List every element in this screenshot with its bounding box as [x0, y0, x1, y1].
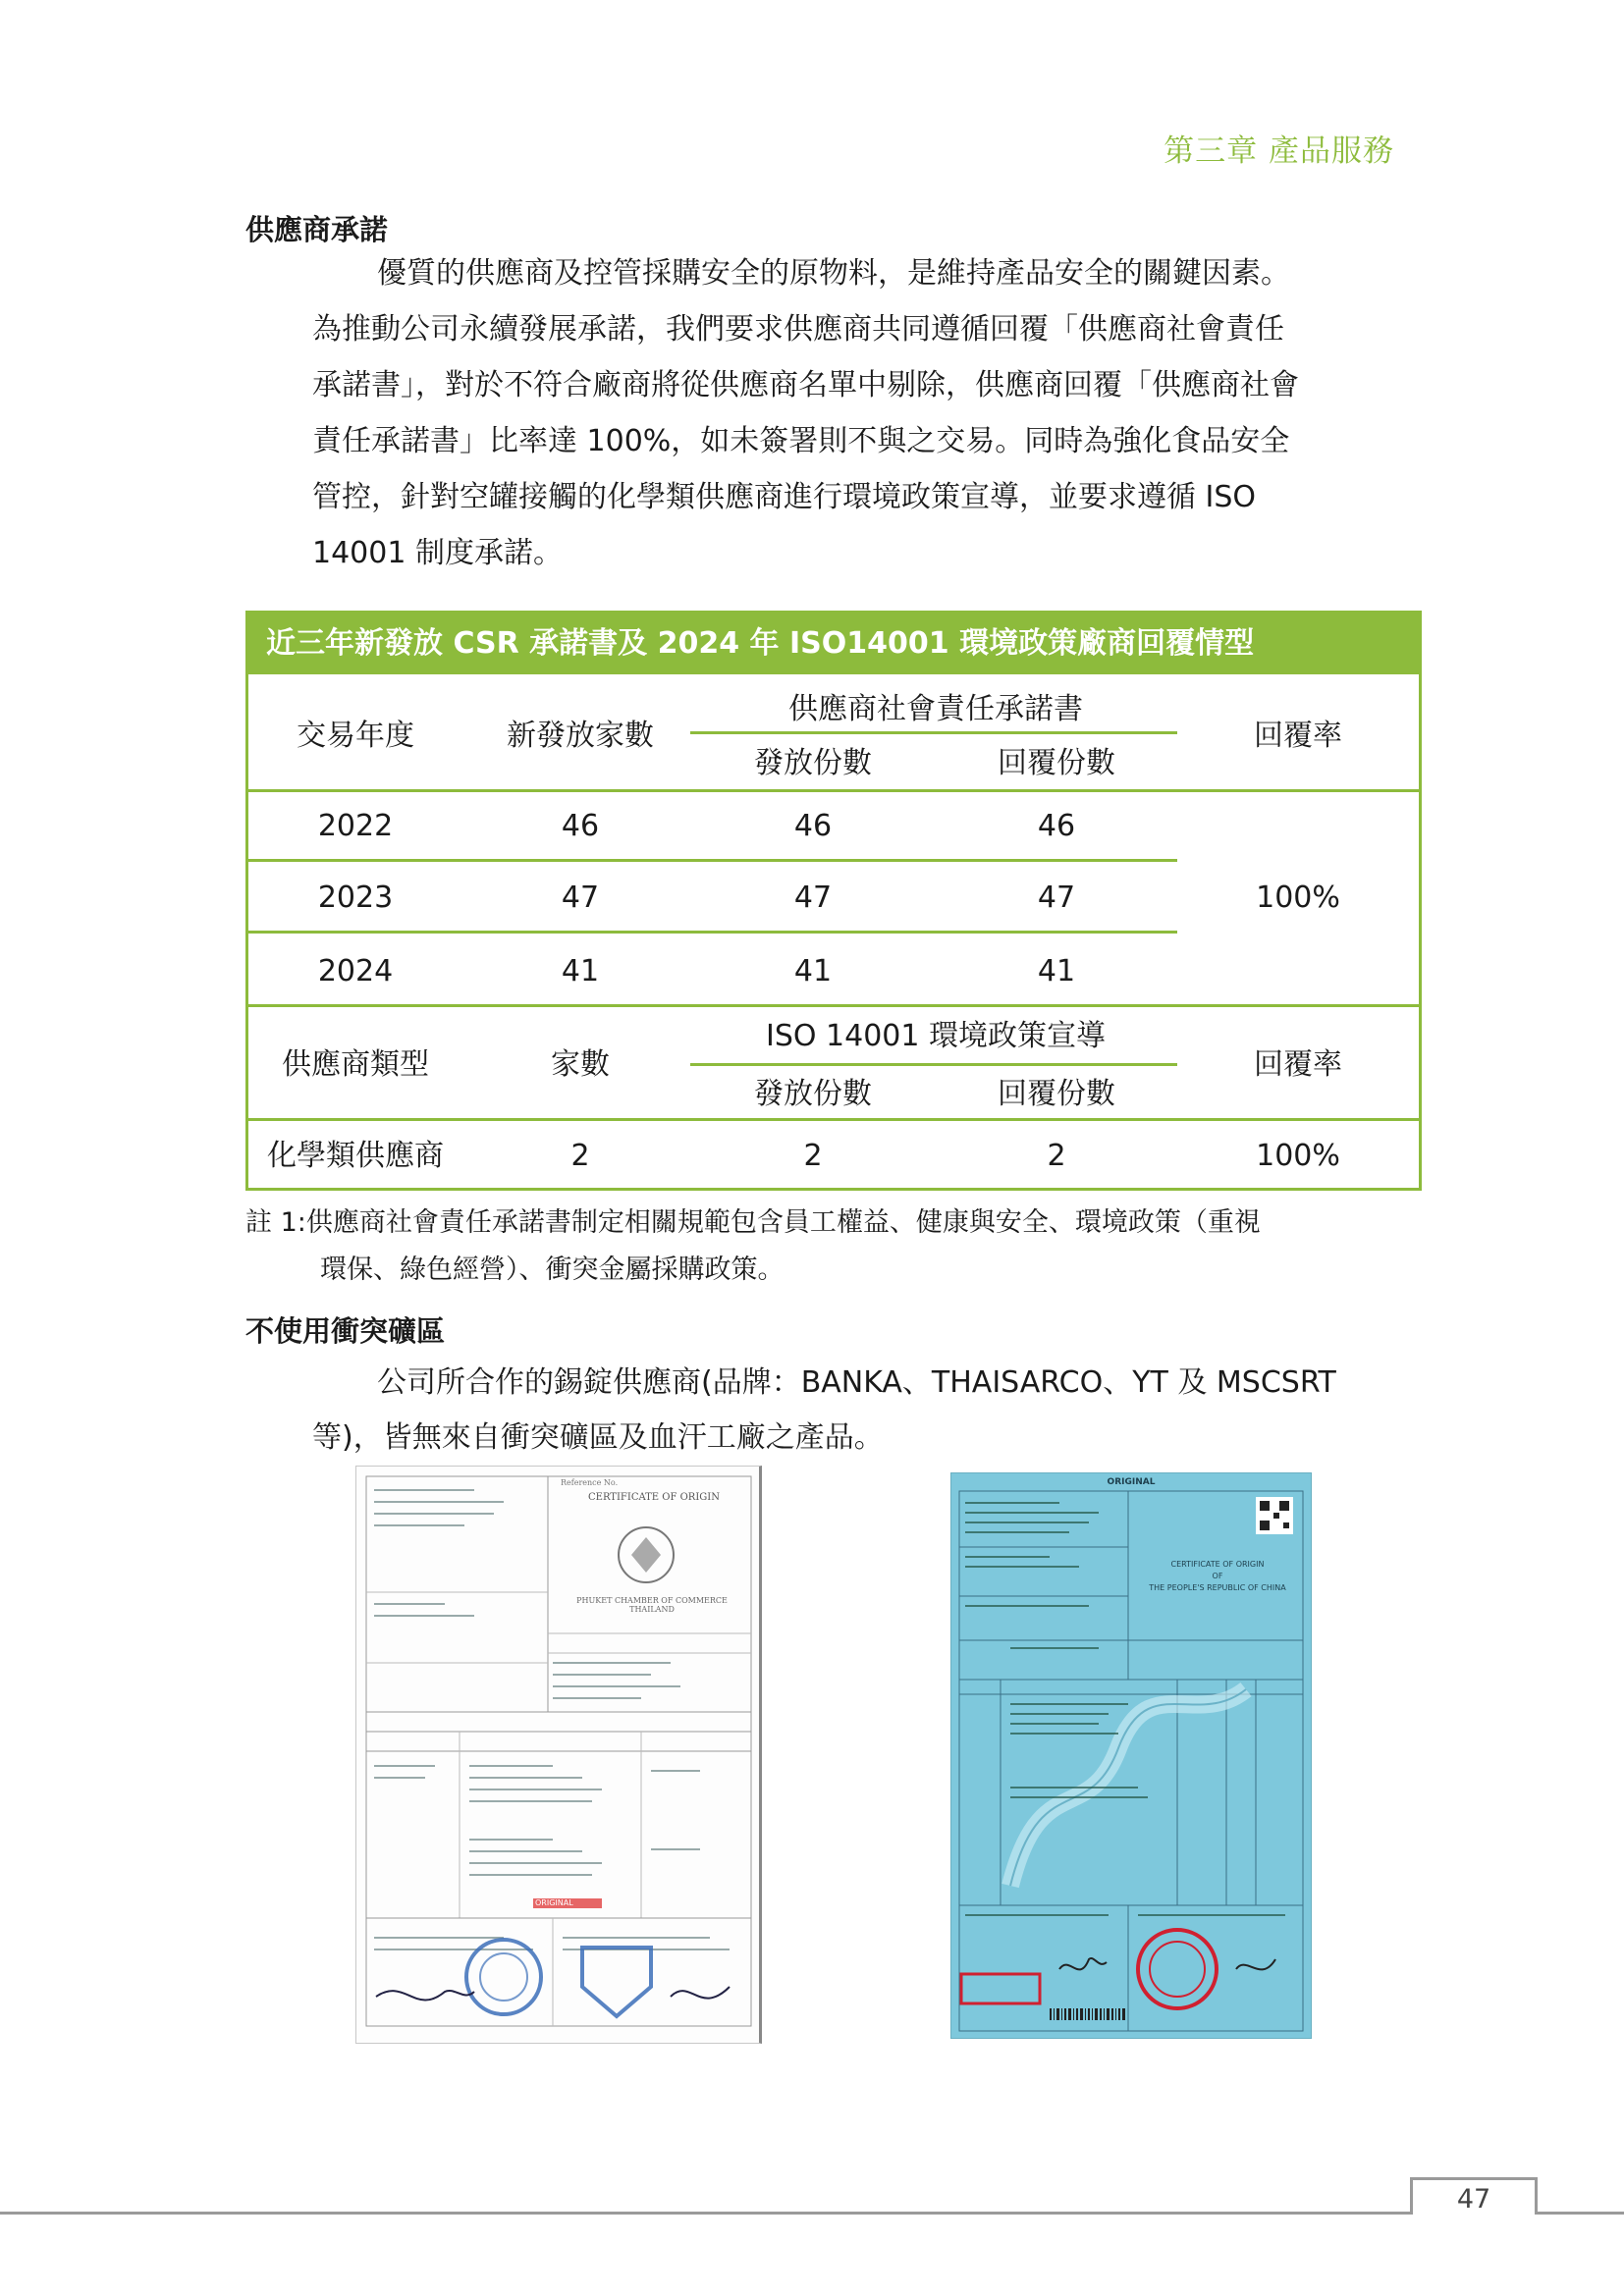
header-supplier-type: 供應商類型	[282, 1047, 429, 1082]
certificate-of-origin-thailand	[355, 1466, 762, 2044]
table-divider	[248, 1004, 1419, 1007]
header-rate: 回覆率	[1254, 1047, 1342, 1082]
table-cell-rate: 100%	[1256, 1139, 1340, 1173]
paragraph-line: 為推動公司永續發展承諾，我們要求供應商共同遵循回覆「供應商社會責任	[312, 312, 1284, 347]
footer-rule	[0, 2212, 1624, 2215]
table-footnote	[245, 1200, 1434, 1294]
table-cell-year: 2023	[317, 881, 394, 915]
table-cell-replied: 46	[1037, 809, 1076, 843]
table-cell-count: 2	[570, 1139, 590, 1173]
certificate-stamp-label: ORIGINAL	[535, 1898, 573, 1907]
paragraph-line: 承諾書」，對於不符合廠商將從供應商名單中剔除，供應商回覆「供應商社會	[312, 368, 1299, 402]
certificate-chamber: PHUKET CHAMBER OF COMMERCE THAILAND	[576, 1596, 728, 1614]
certificate-ref-label: Reference No.	[561, 1478, 619, 1487]
chapter-title: 第三章 產品服務	[1164, 133, 1394, 169]
certificate-title: CERTIFICATE OF ORIGIN	[1170, 1560, 1265, 1569]
header-count: 家數	[551, 1047, 610, 1082]
table-divider	[248, 1118, 1419, 1121]
row-divider	[248, 859, 1177, 862]
page-number: 47	[1410, 2177, 1538, 2215]
header-csr-group: 供應商社會責任承諾書	[788, 692, 1083, 726]
header-issued: 發放份數	[754, 746, 872, 780]
certificate-country: THE PEOPLE'S REPUBLIC OF CHINA	[1149, 1583, 1286, 1592]
table-cell-new-count: 41	[561, 954, 600, 988]
paragraph-line: 等)，皆無來自衝突礦區及血汗工廠之產品。	[312, 1420, 884, 1455]
header-iso-group: ISO 14001 環境政策宣導	[765, 1019, 1106, 1053]
row-divider	[248, 931, 1177, 934]
footnote-line: 環保、綠色經營）、衝突金屬採購政策。	[320, 1255, 785, 1285]
table-cell-supplier-type: 化學類供應商	[267, 1139, 444, 1173]
supplier-response-table	[245, 611, 1422, 1191]
group-divider	[690, 1063, 1177, 1066]
header-issued: 發放份數	[754, 1077, 872, 1111]
header-replied: 回覆份數	[998, 1077, 1115, 1111]
paragraph-line: 責任承諾書」比率達 100%，如未簽署則不與之交易。同時為強化食品安全	[312, 424, 1290, 458]
paragraph-line: 管控，針對空罐接觸的化學類供應商進行環境政策宣導，並要求遵循 ISO	[312, 480, 1257, 514]
certificate-form-lines	[356, 1467, 759, 2043]
section-heading-conflict-free: 不使用衝突礦區	[245, 1314, 446, 1348]
table-cell-rate: 100%	[1256, 881, 1340, 915]
table-cell-year: 2024	[317, 954, 394, 988]
section-heading-supplier-commitment: 供應商承諾	[245, 213, 389, 246]
table-cell-replied: 47	[1037, 881, 1076, 915]
header-rate: 回覆率	[1254, 719, 1342, 753]
section-paragraph-conflict-free	[312, 1361, 1392, 1461]
paragraph-line: 優質的供應商及控管採購安全的原物料，是維持產品安全的關鍵因素。	[377, 256, 1290, 291]
header-year: 交易年度	[297, 719, 414, 753]
footnote-line: 註 1:供應商社會責任承諾書制定相關規範包含員工權益、健康與安全、環境政策（重視	[245, 1207, 1261, 1238]
certificate-form-lines	[951, 1473, 1311, 2038]
table-cell-new-count: 46	[561, 809, 600, 843]
certificate-title: CERTIFICATE OF ORIGIN	[588, 1492, 720, 1503]
table-cell-replied: 2	[1047, 1139, 1066, 1173]
section-paragraph-supplier-commitment	[312, 251, 1392, 576]
table-cell-replied: 41	[1037, 954, 1076, 988]
certificate-of: OF	[1212, 1572, 1223, 1580]
certificate-heading: ORIGINAL	[1107, 1477, 1156, 1487]
group-divider	[690, 731, 1177, 734]
table-cell-new-count: 47	[561, 881, 600, 915]
paragraph-line: 公司所合作的錫錠供應商(品牌：BANKA、THAISARCO、YT 及 MSCSRT	[377, 1365, 1336, 1400]
table-cell-issued: 41	[793, 954, 833, 988]
table-cell-issued: 47	[793, 881, 833, 915]
header-replied: 回覆份數	[998, 746, 1115, 780]
table-cell-issued: 46	[793, 809, 833, 843]
table-cell-issued: 2	[803, 1139, 823, 1173]
table-cell-year: 2022	[317, 809, 394, 843]
table-title: 近三年新發放 CSR 承諾書及 2024 年 ISO14001 環境政策廠商回覆情型	[248, 614, 1419, 674]
header-new-count: 新發放家數	[507, 719, 654, 753]
paragraph-line: 14001 制度承諾。	[312, 536, 563, 570]
certificate-of-origin-china	[950, 1472, 1312, 2039]
table-divider	[248, 789, 1419, 792]
